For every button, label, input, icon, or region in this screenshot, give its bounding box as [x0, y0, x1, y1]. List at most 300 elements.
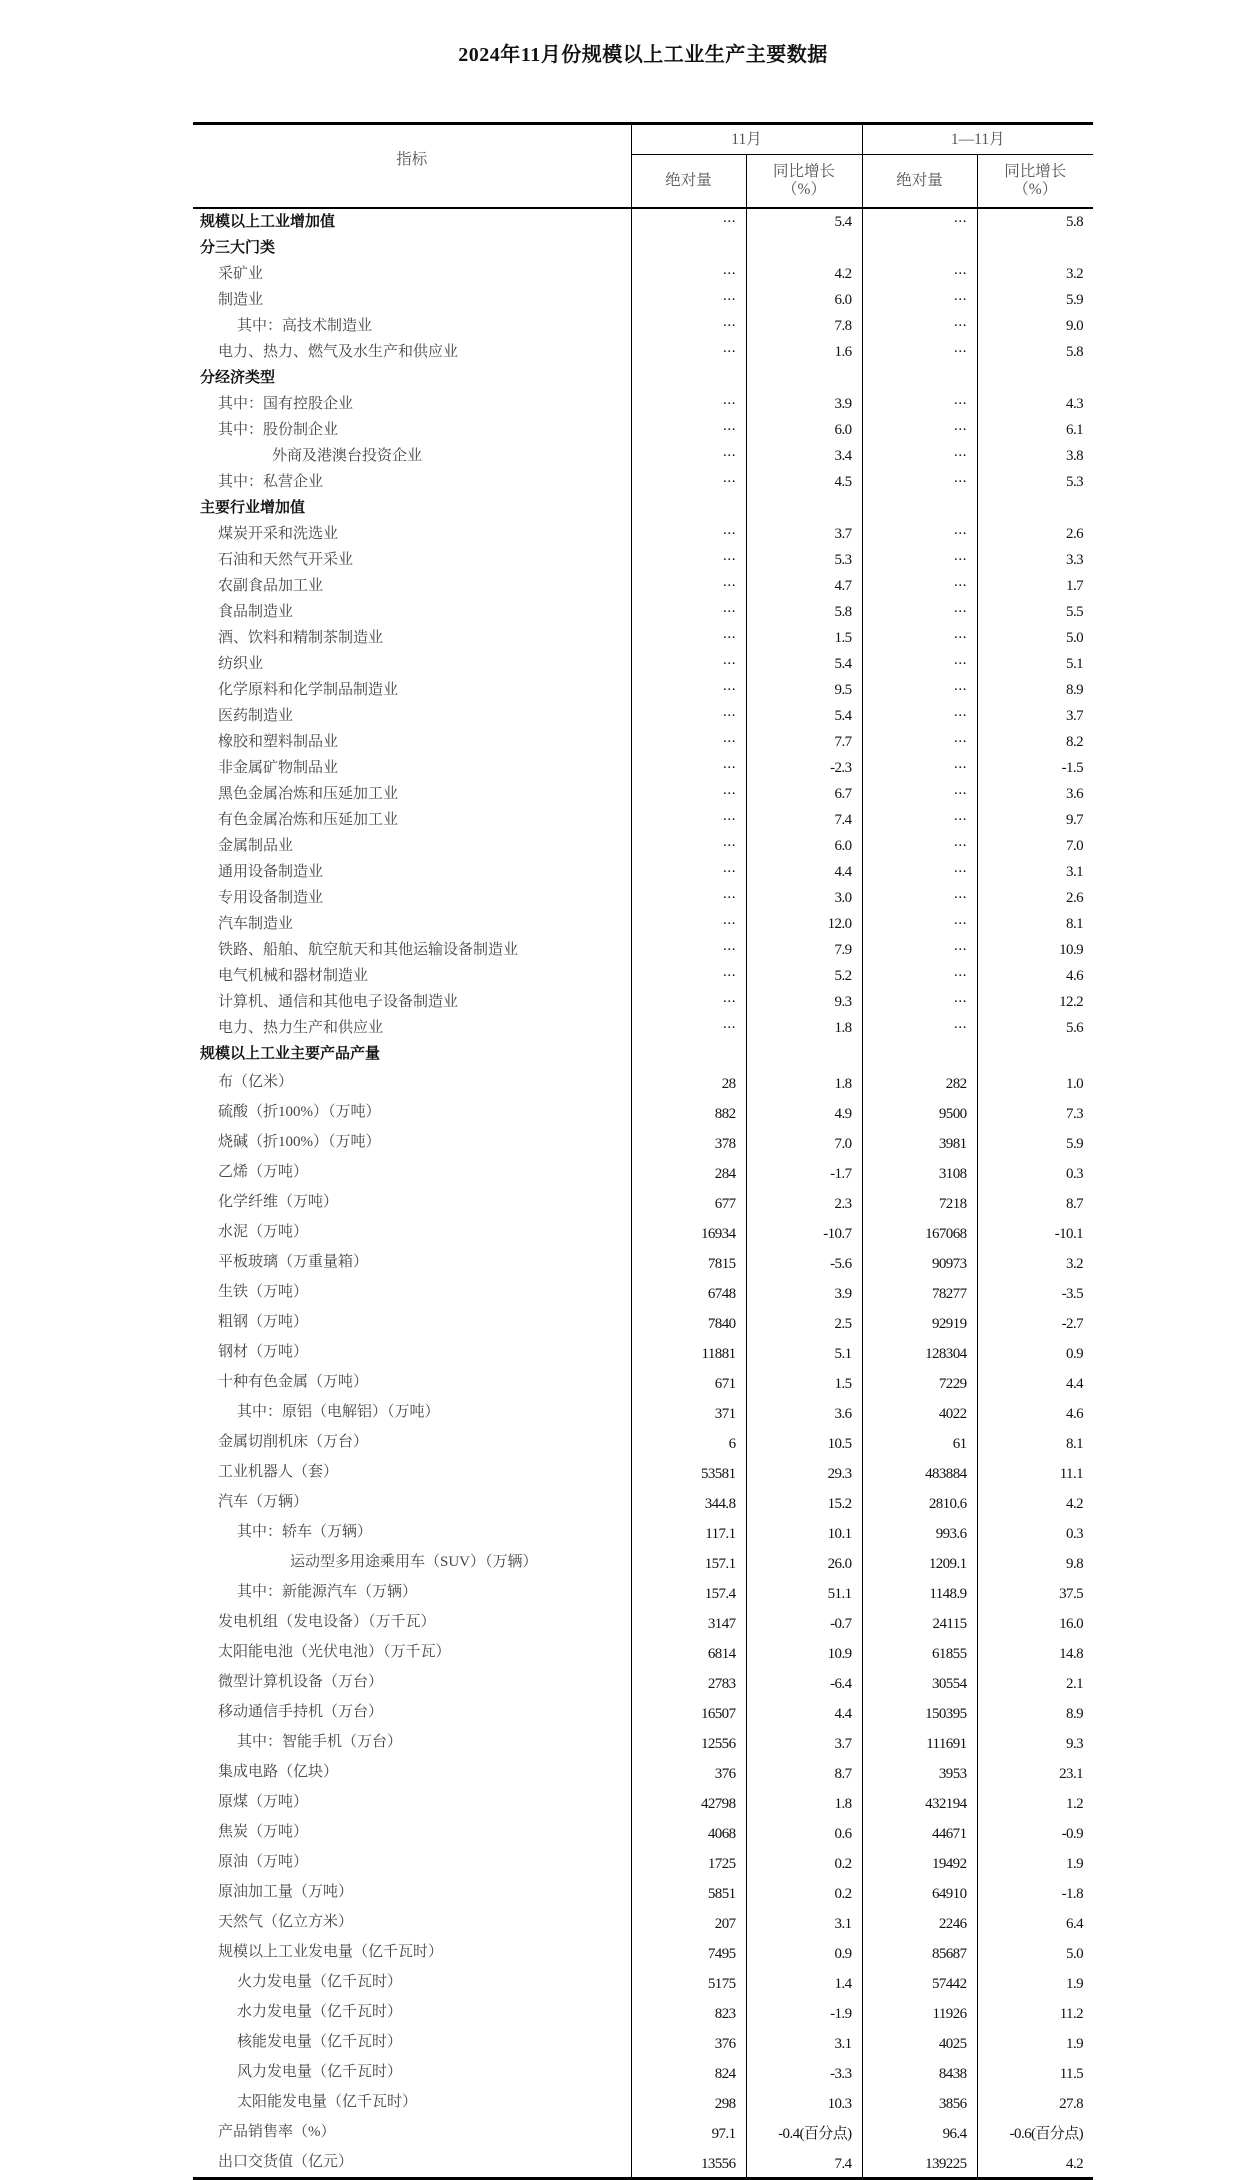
- indicator-label: 原油加工量（万吨）: [218, 1884, 354, 1900]
- indicator-label: 风力发电量（亿千瓦时）: [237, 2064, 403, 2080]
- month-yoy-growth: 6.0: [746, 417, 862, 443]
- month-yoy-growth: 1.4: [746, 1967, 862, 1997]
- month-yoy-growth: 7.4: [746, 2147, 862, 2179]
- indicator-label: 天然气（亿立方米）: [218, 1914, 354, 1930]
- indicator-label: 规模以上工业发电量（亿千瓦时）: [218, 1944, 444, 1960]
- ytd-yoy-growth: 4.4: [977, 1367, 1093, 1397]
- month-yoy-growth: 4.2: [746, 261, 862, 287]
- month-absolute-value: ···: [631, 469, 746, 495]
- month-absolute-value: 11881: [631, 1337, 746, 1367]
- ytd-yoy-growth: 27.8: [977, 2087, 1093, 2117]
- month-yoy-growth: 10.1: [746, 1517, 862, 1547]
- month-absolute-value: ···: [631, 547, 746, 573]
- table-row: [193, 1015, 1093, 1041]
- indicator-label: 纺织业: [218, 656, 264, 672]
- table-row: [193, 1067, 1093, 1097]
- table-row: [193, 2147, 1093, 2179]
- ytd-yoy-growth: 5.9: [977, 287, 1093, 313]
- ytd-absolute-value: 128304: [862, 1337, 977, 1367]
- ytd-yoy-growth: 5.0: [977, 625, 1093, 651]
- ytd-absolute-value: ···: [862, 339, 977, 365]
- month-absolute-value: 823: [631, 1997, 746, 2027]
- month-yoy-growth: -5.6: [746, 1247, 862, 1277]
- ytd-absolute-value: ···: [862, 547, 977, 573]
- ytd-absolute-value: ···: [862, 599, 977, 625]
- ytd-yoy-growth: 0.3: [977, 1157, 1093, 1187]
- ytd-absolute-value: ···: [862, 208, 977, 235]
- indicator-label: 平板玻璃（万重量箱）: [218, 1254, 369, 1270]
- ytd-yoy-growth: 1.0: [977, 1067, 1093, 1097]
- ytd-yoy-growth: 14.8: [977, 1637, 1093, 1667]
- month-absolute-value: 671: [631, 1367, 746, 1397]
- month-absolute-value: 7495: [631, 1937, 746, 1967]
- indicator-label: 其中：私营企业: [218, 474, 324, 490]
- month-yoy-growth: -2.3: [746, 755, 862, 781]
- ytd-yoy-growth: 9.7: [977, 807, 1093, 833]
- indicator-label: 其中：原铝（电解铝）（万吨）: [237, 1404, 440, 1420]
- month-yoy-growth: 7.8: [746, 313, 862, 339]
- indicator-label: 原煤（万吨）: [218, 1794, 309, 1810]
- section-header-row: [193, 1041, 1093, 1067]
- month-absolute-value: ···: [631, 261, 746, 287]
- ytd-yoy-growth: 5.3: [977, 469, 1093, 495]
- ytd-absolute-value: 85687: [862, 1937, 977, 1967]
- page-title: 2024年11月份规模以上工业生产主要数据: [458, 44, 828, 66]
- ytd-yoy-growth: 9.8: [977, 1547, 1093, 1577]
- indicator-label: 布（亿米）: [218, 1074, 294, 1090]
- month-absolute-value: ···: [631, 703, 746, 729]
- indicator-label: 石油和天然气开采业: [218, 552, 354, 568]
- month-absolute-value: 7840: [631, 1307, 746, 1337]
- ytd-yoy-growth: 11.2: [977, 1997, 1093, 2027]
- ytd-yoy-growth: 6.1: [977, 417, 1093, 443]
- month-absolute-value: ···: [631, 911, 746, 937]
- ytd-yoy-growth: -0.9: [977, 1817, 1093, 1847]
- ytd-absolute-value: 19492: [862, 1847, 977, 1877]
- month-yoy-growth: 3.9: [746, 391, 862, 417]
- month-absolute-value: 6814: [631, 1637, 746, 1667]
- month-absolute-value: [631, 1041, 746, 1067]
- indicator-label: 粗钢（万吨）: [218, 1314, 309, 1330]
- month-absolute-value: 97.1: [631, 2117, 746, 2147]
- ytd-yoy-growth: 3.2: [977, 1247, 1093, 1277]
- month-yoy-growth: 5.4: [746, 651, 862, 677]
- indicator-label: 太阳能发电量（亿千瓦时）: [237, 2094, 418, 2110]
- month-absolute-value: 344.8: [631, 1487, 746, 1517]
- month-yoy-growth: 0.2: [746, 1847, 862, 1877]
- indicator-label: 食品制造业: [218, 604, 294, 620]
- month-yoy-growth: 10.3: [746, 2087, 862, 2117]
- ytd-yoy-growth: -2.7: [977, 1307, 1093, 1337]
- ytd-absolute-value: ···: [862, 521, 977, 547]
- month-absolute-value: ···: [631, 417, 746, 443]
- table-row: [193, 573, 1093, 599]
- table-row: [193, 729, 1093, 755]
- month-yoy-growth: 9.5: [746, 677, 862, 703]
- month-absolute-value: 298: [631, 2087, 746, 2117]
- ytd-absolute-value: ···: [862, 833, 977, 859]
- ytd-absolute-value: ···: [862, 703, 977, 729]
- ytd-yoy-growth: 5.0: [977, 1937, 1093, 1967]
- month-yoy-growth: 6.0: [746, 833, 862, 859]
- table-row: [193, 2027, 1093, 2057]
- ytd-absolute-value: 167068: [862, 1217, 977, 1247]
- ytd-yoy-growth: 10.9: [977, 937, 1093, 963]
- ytd-absolute-value: 7218: [862, 1187, 977, 1217]
- month-yoy-growth: 2.3: [746, 1187, 862, 1217]
- month-absolute-value: [631, 365, 746, 391]
- table-row: [193, 1967, 1093, 1997]
- indicator-label: 农副食品加工业: [218, 578, 324, 594]
- indicator-label: 规模以上工业主要产品产量: [200, 1046, 381, 1062]
- indicator-label: 其中：国有控股企业: [218, 396, 354, 412]
- month-yoy-growth: 8.7: [746, 1757, 862, 1787]
- ytd-yoy-growth: 5.9: [977, 1127, 1093, 1157]
- section-header-row: [193, 495, 1093, 521]
- ytd-yoy-growth: 8.1: [977, 1427, 1093, 1457]
- ytd-absolute-value: ···: [862, 807, 977, 833]
- month-yoy-growth: 4.5: [746, 469, 862, 495]
- ytd-yoy-growth: 5.6: [977, 1015, 1093, 1041]
- month-absolute-value: 371: [631, 1397, 746, 1427]
- table-header: [193, 124, 1093, 209]
- table-row: [193, 547, 1093, 573]
- ytd-yoy-growth: -0.6(百分点): [977, 2117, 1093, 2147]
- month-yoy-growth: 7.9: [746, 937, 862, 963]
- ytd-absolute-value: 11926: [862, 1997, 977, 2027]
- indicator-label: 太阳能电池（光伏电池）（万千瓦）: [218, 1644, 451, 1660]
- ytd-yoy-growth: 8.9: [977, 1697, 1093, 1727]
- month-absolute-value: ···: [631, 885, 746, 911]
- indicator-label: 生铁（万吨）: [218, 1284, 309, 1300]
- indicator-label: 火力发电量（亿千瓦时）: [237, 1974, 403, 1990]
- month-absolute-value: 4068: [631, 1817, 746, 1847]
- indicator-label: 橡胶和塑料制品业: [218, 734, 339, 750]
- month-yoy-growth: 5.4: [746, 208, 862, 235]
- ytd-absolute-value: 9500: [862, 1097, 977, 1127]
- ytd-absolute-value: ···: [862, 937, 977, 963]
- ytd-absolute-value: 61: [862, 1427, 977, 1457]
- ytd-yoy-growth: [977, 1041, 1093, 1067]
- table-row: [193, 625, 1093, 651]
- ytd-yoy-growth: [977, 235, 1093, 261]
- table-row: [193, 1757, 1093, 1787]
- month-absolute-value: 882: [631, 1097, 746, 1127]
- indicator-label: 运动型多用途乘用车（SUV）（万辆）: [290, 1554, 538, 1570]
- ytd-absolute-value: ···: [862, 885, 977, 911]
- table-row: [193, 1397, 1093, 1427]
- month-absolute-value: 13556: [631, 2147, 746, 2179]
- indicator-label: 电力、热力、燃气及水生产和供应业: [218, 344, 459, 360]
- ytd-absolute-value: ···: [862, 443, 977, 469]
- ytd-absolute-value: 432194: [862, 1787, 977, 1817]
- ytd-absolute-value: 64910: [862, 1877, 977, 1907]
- ytd-yoy-growth: 5.8: [977, 339, 1093, 365]
- month-absolute-value: 12556: [631, 1727, 746, 1757]
- table-row: [193, 859, 1093, 885]
- month-absolute-value: ···: [631, 833, 746, 859]
- month-yoy-growth: 4.9: [746, 1097, 862, 1127]
- month-yoy-growth: 0.2: [746, 1877, 862, 1907]
- indicator-label: 汽车制造业: [218, 916, 294, 932]
- month-absolute-value: 2783: [631, 1667, 746, 1697]
- month-absolute-value: ···: [631, 651, 746, 677]
- ytd-absolute-value: 7229: [862, 1367, 977, 1397]
- table-row: [193, 443, 1093, 469]
- table-row: [193, 1727, 1093, 1757]
- table-row: [193, 1247, 1093, 1277]
- table-row: [193, 1517, 1093, 1547]
- indicator-label: 制造业: [218, 292, 264, 308]
- ytd-yoy-growth: 1.9: [977, 2027, 1093, 2057]
- month-yoy-growth: 5.4: [746, 703, 862, 729]
- table-row: [193, 1697, 1093, 1727]
- ytd-absolute-value: 1148.9: [862, 1577, 977, 1607]
- month-absolute-value: 117.1: [631, 1517, 746, 1547]
- ytd-absolute-value: ···: [862, 859, 977, 885]
- indicator-label: 微型计算机设备（万台）: [218, 1674, 384, 1690]
- indicator-label: 产品销售率（%）: [218, 2124, 336, 2140]
- table-row: [193, 521, 1093, 547]
- month-absolute-value: ···: [631, 339, 746, 365]
- table-row: [193, 1997, 1093, 2027]
- month-yoy-growth: [746, 235, 862, 261]
- indicator-label: 化学纤维（万吨）: [218, 1194, 339, 1210]
- ytd-absolute-value: ···: [862, 651, 977, 677]
- month-absolute-value: ···: [631, 573, 746, 599]
- ytd-absolute-value: ···: [862, 573, 977, 599]
- month-yoy-growth: -10.7: [746, 1217, 862, 1247]
- month-absolute-value: ···: [631, 599, 746, 625]
- month-absolute-value: 284: [631, 1157, 746, 1187]
- table-row: [193, 2117, 1093, 2147]
- ytd-yoy-growth: 8.9: [977, 677, 1093, 703]
- ytd-absolute-value: ···: [862, 989, 977, 1015]
- ytd-yoy-growth: 7.3: [977, 1097, 1093, 1127]
- ytd-absolute-value: 483884: [862, 1457, 977, 1487]
- ytd-yoy-growth: 6.4: [977, 1907, 1093, 1937]
- month-absolute-value: 5851: [631, 1877, 746, 1907]
- indicator-label: 其中：高技术制造业: [237, 318, 373, 334]
- ytd-absolute-value: 2810.6: [862, 1487, 977, 1517]
- indicator-label: 专用设备制造业: [218, 890, 324, 906]
- month-absolute-value: 28: [631, 1067, 746, 1097]
- month-yoy-growth: 6.7: [746, 781, 862, 807]
- month-absolute-value: 7815: [631, 1247, 746, 1277]
- ytd-yoy-growth: 9.3: [977, 1727, 1093, 1757]
- ytd-yoy-growth: 4.3: [977, 391, 1093, 417]
- month-absolute-value: [631, 495, 746, 521]
- table-row: [193, 1367, 1093, 1397]
- table-row: [193, 781, 1093, 807]
- month-absolute-value: 3147: [631, 1607, 746, 1637]
- indicator-label: 铁路、船舶、航空航天和其他运输设备制造业: [218, 942, 519, 958]
- month-absolute-value: ···: [631, 391, 746, 417]
- ytd-absolute-value: [862, 1041, 977, 1067]
- table-row: [193, 651, 1093, 677]
- indicator-label: 发电机组（发电设备）（万千瓦）: [218, 1614, 436, 1630]
- table-row: [193, 1337, 1093, 1367]
- month-yoy-growth: -0.7: [746, 1607, 862, 1637]
- indicator-label: 核能发电量（亿千瓦时）: [237, 2034, 403, 2050]
- month-yoy-growth: 4.4: [746, 859, 862, 885]
- indicator-label: 非金属矿物制品业: [218, 760, 339, 776]
- table-row: [193, 1577, 1093, 1607]
- ytd-yoy-growth: 3.2: [977, 261, 1093, 287]
- ytd-absolute-value: ···: [862, 1015, 977, 1041]
- ytd-absolute-value: ···: [862, 677, 977, 703]
- ytd-absolute-value: 78277: [862, 1277, 977, 1307]
- month-absolute-value: 42798: [631, 1787, 746, 1817]
- ytd-absolute-value: 993.6: [862, 1517, 977, 1547]
- ytd-yoy-growth: -3.5: [977, 1277, 1093, 1307]
- table-row: [193, 1097, 1093, 1127]
- indicator-label: 分经济类型: [200, 370, 276, 386]
- month-absolute-value: [631, 235, 746, 261]
- month-yoy-growth: [746, 1041, 862, 1067]
- month-absolute-value: 677: [631, 1187, 746, 1217]
- table-row: [193, 599, 1093, 625]
- indicator-label: 分三大门类: [200, 240, 276, 256]
- indicator-label: 原油（万吨）: [218, 1854, 309, 1870]
- month-absolute-value: 378: [631, 1127, 746, 1157]
- indicator-label: 水泥（万吨）: [218, 1224, 309, 1240]
- indicator-label: 十种有色金属（万吨）: [218, 1374, 369, 1390]
- ytd-yoy-growth: 8.2: [977, 729, 1093, 755]
- month-yoy-growth: 1.8: [746, 1067, 862, 1097]
- ytd-yoy-growth: 2.1: [977, 1667, 1093, 1697]
- month-yoy-growth: 26.0: [746, 1547, 862, 1577]
- month-absolute-value: ···: [631, 963, 746, 989]
- ytd-yoy-growth: 0.3: [977, 1517, 1093, 1547]
- indicator-label: 烧碱（折100%）（万吨）: [218, 1134, 381, 1150]
- table-row: [193, 391, 1093, 417]
- ytd-absolute-value: [862, 365, 977, 391]
- month-yoy-growth: 3.4: [746, 443, 862, 469]
- table-row: [193, 755, 1093, 781]
- ytd-absolute-value: 3108: [862, 1157, 977, 1187]
- ytd-absolute-value: 30554: [862, 1667, 977, 1697]
- table-row: [193, 313, 1093, 339]
- table-row: [193, 833, 1093, 859]
- table-body: [193, 208, 1093, 2179]
- month-yoy-growth: 4.7: [746, 573, 862, 599]
- month-yoy-growth: 15.2: [746, 1487, 862, 1517]
- month-yoy-growth: 3.1: [746, 2027, 862, 2057]
- table-row: [193, 1907, 1093, 1937]
- ytd-absolute-value: ···: [862, 469, 977, 495]
- month-yoy-growth: 5.2: [746, 963, 862, 989]
- month-yoy-growth: [746, 495, 862, 521]
- month-yoy-growth: 1.5: [746, 625, 862, 651]
- month-yoy-growth: 5.3: [746, 547, 862, 573]
- table-row: [193, 937, 1093, 963]
- table-row: [193, 1877, 1093, 1907]
- industrial-data-table: [193, 122, 1093, 2180]
- ytd-yoy-growth: 1.9: [977, 1847, 1093, 1877]
- ytd-yoy-growth: 4.6: [977, 1397, 1093, 1427]
- month-absolute-value: ···: [631, 807, 746, 833]
- ytd-absolute-value: 282: [862, 1067, 977, 1097]
- table-row: [193, 989, 1093, 1015]
- table-row: [193, 339, 1093, 365]
- ytd-absolute-value: 24115: [862, 1607, 977, 1637]
- ytd-absolute-value: 111691: [862, 1727, 977, 1757]
- table-row: [193, 807, 1093, 833]
- month-absolute-value: ···: [631, 443, 746, 469]
- table-row: [193, 1427, 1093, 1457]
- ytd-absolute-value: ···: [862, 963, 977, 989]
- month-yoy-growth: 1.8: [746, 1015, 862, 1041]
- table-row: [193, 1487, 1093, 1517]
- table-row: [193, 1547, 1093, 1577]
- ytd-absolute-value: [862, 235, 977, 261]
- month-yoy-growth: 0.6: [746, 1817, 862, 1847]
- month-yoy-growth: 4.4: [746, 1697, 862, 1727]
- month-absolute-value: 16507: [631, 1697, 746, 1727]
- ytd-absolute-value: 4022: [862, 1397, 977, 1427]
- indicator-label: 移动通信手持机（万台）: [218, 1704, 384, 1720]
- ytd-yoy-growth: 16.0: [977, 1607, 1093, 1637]
- ytd-absolute-value: 139225: [862, 2147, 977, 2179]
- table-row: [193, 1937, 1093, 1967]
- ytd-yoy-growth: -1.5: [977, 755, 1093, 781]
- ytd-yoy-growth: 5.5: [977, 599, 1093, 625]
- indicator-label: 钢材（万吨）: [218, 1344, 309, 1360]
- month-absolute-value: ···: [631, 1015, 746, 1041]
- month-absolute-value: ···: [631, 313, 746, 339]
- ytd-yoy-growth: 11.1: [977, 1457, 1093, 1487]
- month-yoy-growth: 7.0: [746, 1127, 862, 1157]
- table-row: [193, 1787, 1093, 1817]
- table-row: [193, 677, 1093, 703]
- ytd-yoy-growth: 5.1: [977, 651, 1093, 677]
- indicator-label: 乙烯（万吨）: [218, 1164, 309, 1180]
- ytd-yoy-growth: 1.2: [977, 1787, 1093, 1817]
- month-yoy-growth: 10.9: [746, 1637, 862, 1667]
- month-absolute-value: ···: [631, 859, 746, 885]
- indicator-label: 金属切削机床（万台）: [218, 1434, 369, 1450]
- month-yoy-growth: 5.1: [746, 1337, 862, 1367]
- month-absolute-value: ···: [631, 208, 746, 235]
- ytd-yoy-growth: 2.6: [977, 521, 1093, 547]
- table-row: [193, 885, 1093, 911]
- month-absolute-value: ···: [631, 937, 746, 963]
- month-absolute-value: 207: [631, 1907, 746, 1937]
- month-absolute-value: 53581: [631, 1457, 746, 1487]
- indicator-label: 规模以上工业增加值: [200, 214, 336, 230]
- month-absolute-value: 6748: [631, 1277, 746, 1307]
- ytd-absolute-value: ···: [862, 391, 977, 417]
- section-header-row: [193, 208, 1093, 235]
- month-yoy-growth: [746, 365, 862, 391]
- table-row: [193, 703, 1093, 729]
- indicator-label: 酒、饮料和精制茶制造业: [218, 630, 384, 646]
- month-absolute-value: ···: [631, 755, 746, 781]
- month-yoy-growth: -3.3: [746, 2057, 862, 2087]
- ytd-absolute-value: 3981: [862, 1127, 977, 1157]
- ytd-yoy-growth: 0.9: [977, 1337, 1093, 1367]
- month-yoy-growth: 12.0: [746, 911, 862, 937]
- ytd-yoy-growth: 3.8: [977, 443, 1093, 469]
- ytd-absolute-value: 96.4: [862, 2117, 977, 2147]
- ytd-yoy-growth: 12.2: [977, 989, 1093, 1015]
- table-row: [193, 261, 1093, 287]
- indicator-label: 电气机械和器材制造业: [218, 968, 369, 984]
- table-row: [193, 1157, 1093, 1187]
- month-absolute-value: ···: [631, 729, 746, 755]
- month-absolute-value: 157.4: [631, 1577, 746, 1607]
